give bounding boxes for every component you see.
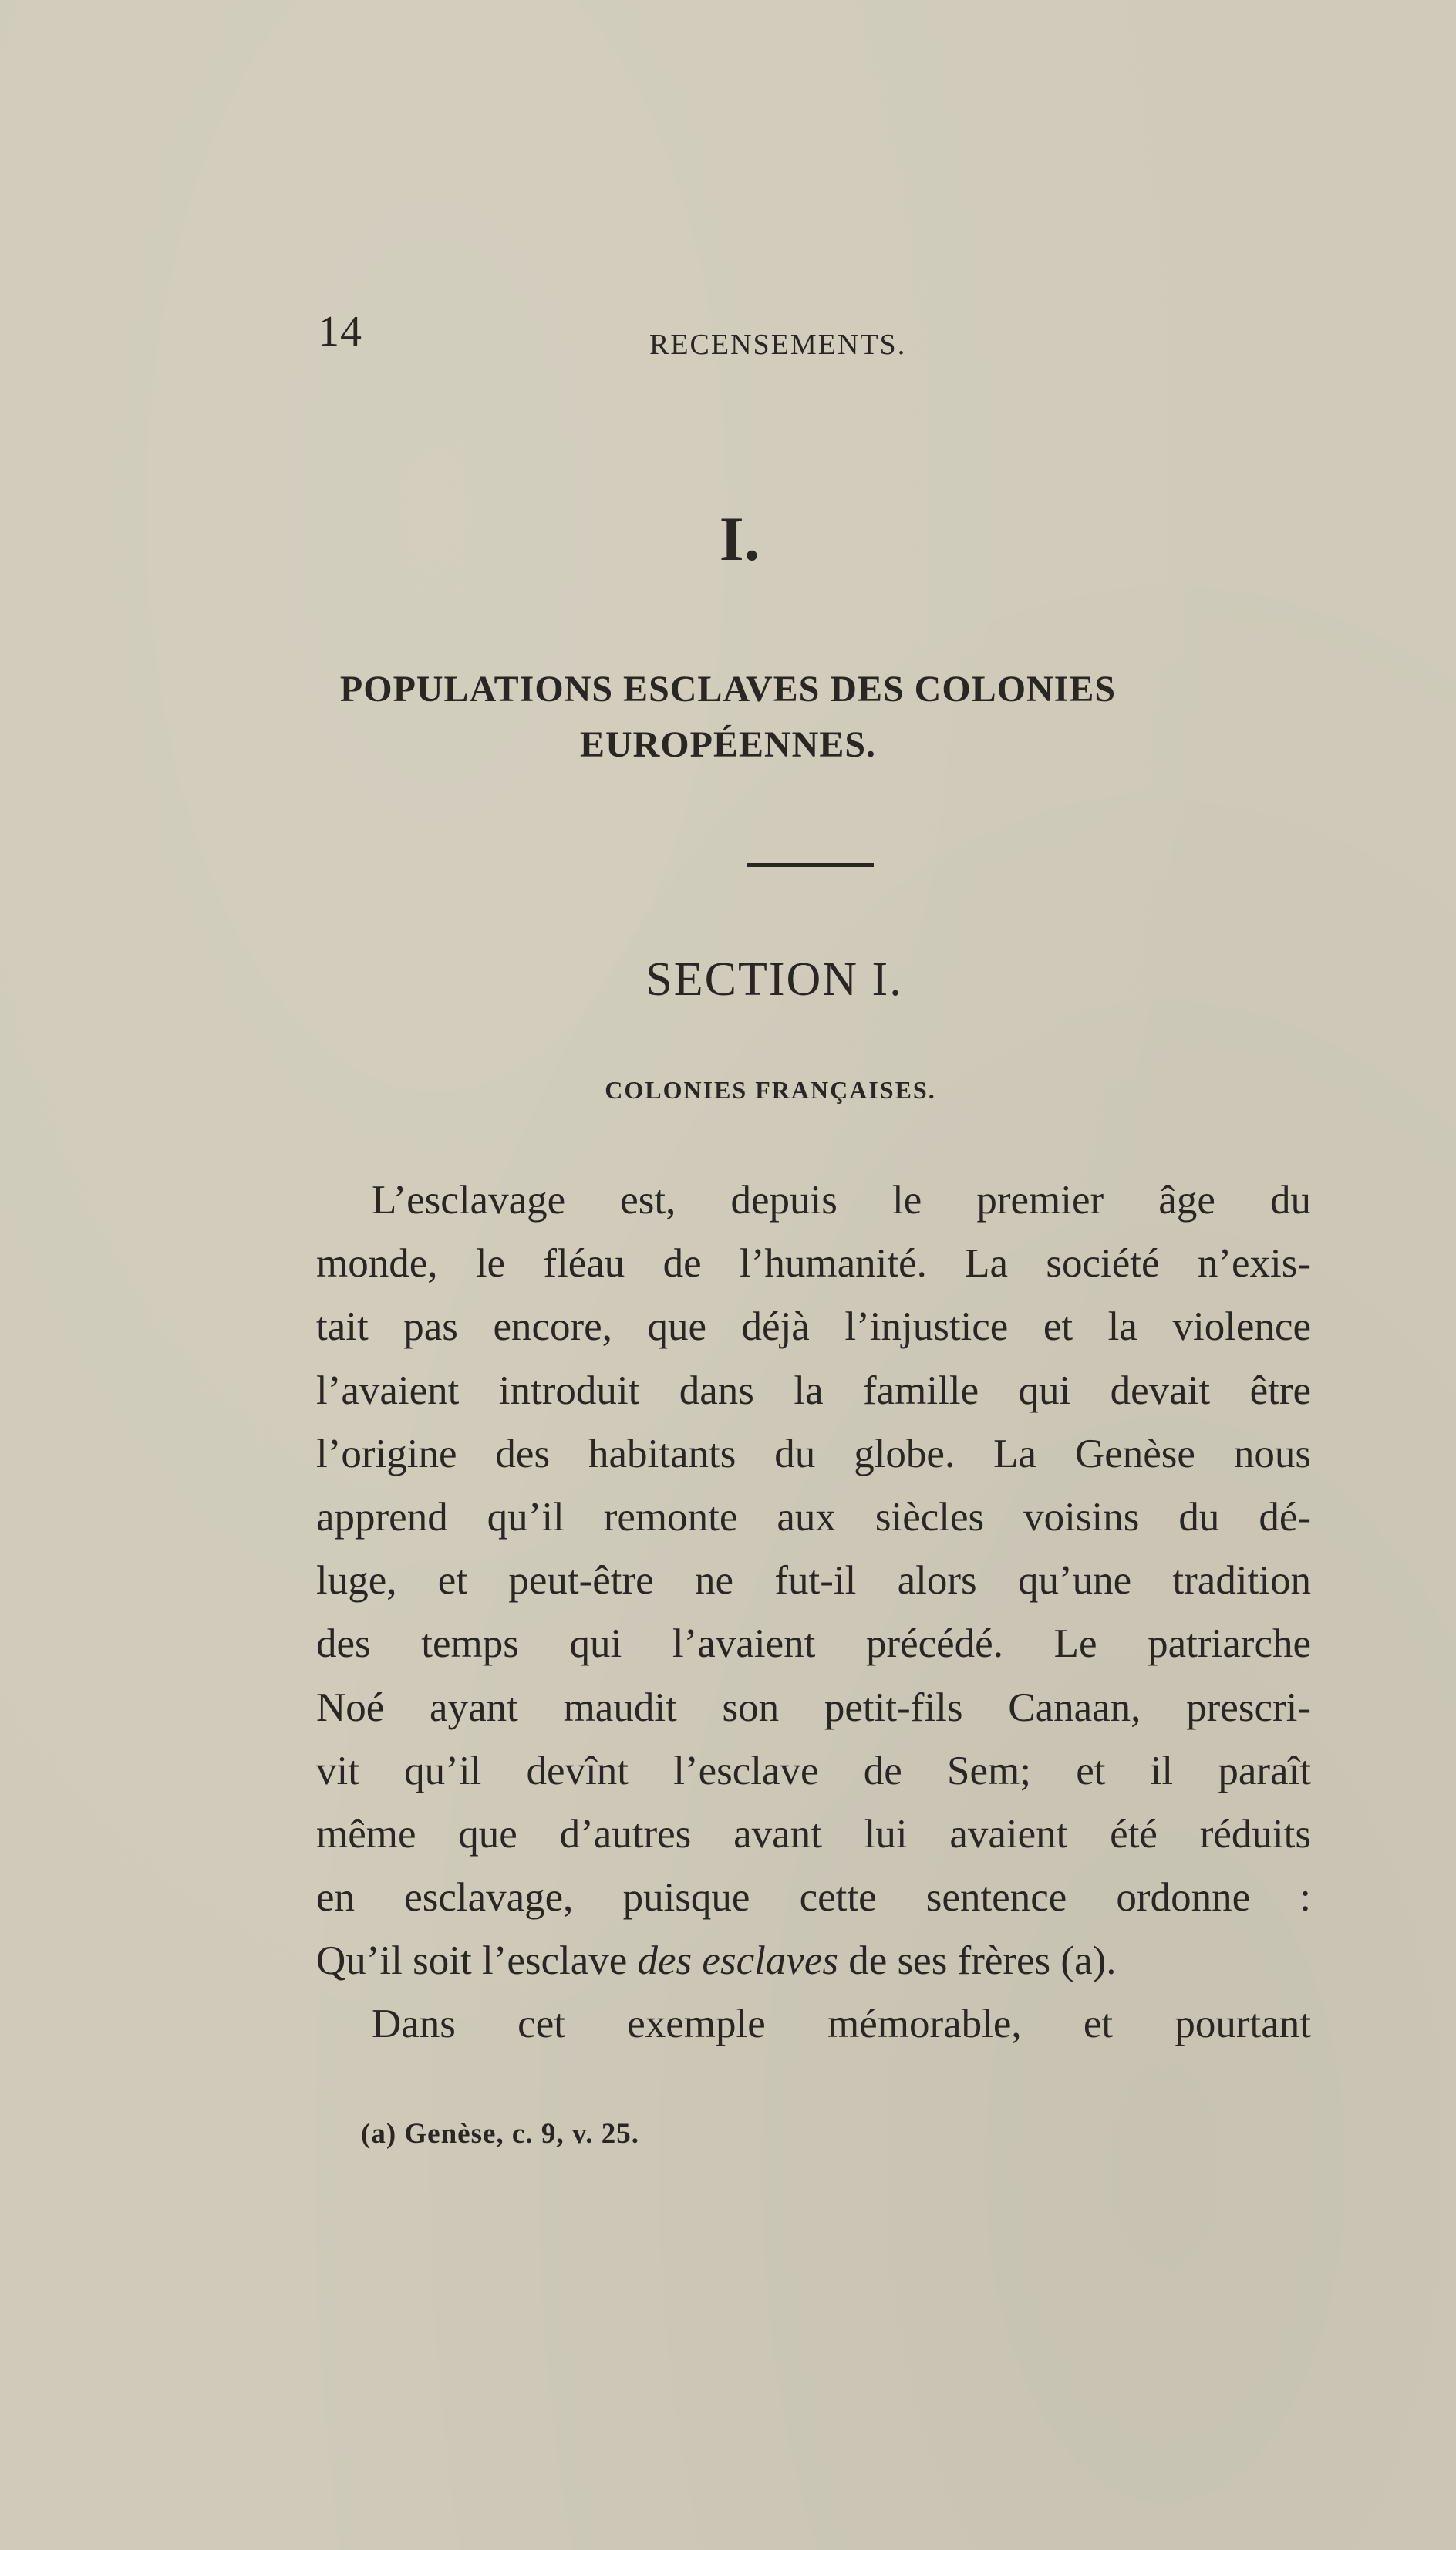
body-line-13-italic: des esclaves xyxy=(637,1938,839,1984)
body-line: tait pas encore, que déjà l’injustice et la violence xyxy=(316,1304,1311,1350)
body-line: même que d’autres avant lui avaient été réduits xyxy=(316,1811,1311,1857)
body-line-13-after: de ses frères (a). xyxy=(838,1938,1117,1984)
body-line: Noé ayant maudit son petit-fils Canaan, prescri- xyxy=(316,1685,1311,1730)
body-line: luge, et peut-être ne fut-il alors qu’une tradition xyxy=(316,1558,1311,1604)
body-line: apprend qu’il remonte aux siècles voisins du dé- xyxy=(316,1494,1311,1540)
body-line: Dans cet exemple mémorable, et pourtant xyxy=(372,2002,1311,2047)
part-title xyxy=(0,662,1456,773)
section-subtitle: COLONIES FRANÇAISES. xyxy=(605,1076,936,1104)
part-title-line-2: EUROPÉENNES. xyxy=(579,724,877,765)
part-number: I. xyxy=(719,504,760,574)
body-line: vit qu’il devînt l’esclave de Sem; et il paraît xyxy=(316,1748,1311,1793)
running-head: RECENSEMENTS. xyxy=(649,329,907,361)
body-line: monde, le fléau de l’humanité. La société n’exis- xyxy=(316,1241,1311,1287)
page-number: 14 xyxy=(318,308,362,356)
body-line-13-before: Qu’il soit l’esclave xyxy=(316,1938,638,1984)
body-line: en esclavage, puisque cette sentence ordonne : xyxy=(316,1875,1311,1921)
body-text xyxy=(316,1169,1311,2056)
body-line: l’avaient introduit dans la famille qui devait être xyxy=(316,1368,1311,1413)
body-line: des temps qui l’avaient précédé. Le patriarche xyxy=(316,1621,1311,1667)
body-line-with-italic xyxy=(316,1929,1311,1992)
footnote: (a) Genèse, c. 9, v. 25. xyxy=(361,2118,640,2150)
body-line: l’origine des habitants du globe. La Genèse nous xyxy=(316,1431,1311,1476)
part-title-line-1: POPULATIONS ESCLAVES DES COLONIES xyxy=(339,669,1117,710)
section-divider-rule xyxy=(747,863,874,867)
body-line: L’esclavage est, depuis le premier âge du xyxy=(372,1178,1311,1223)
section-title: SECTION I. xyxy=(645,953,903,1006)
